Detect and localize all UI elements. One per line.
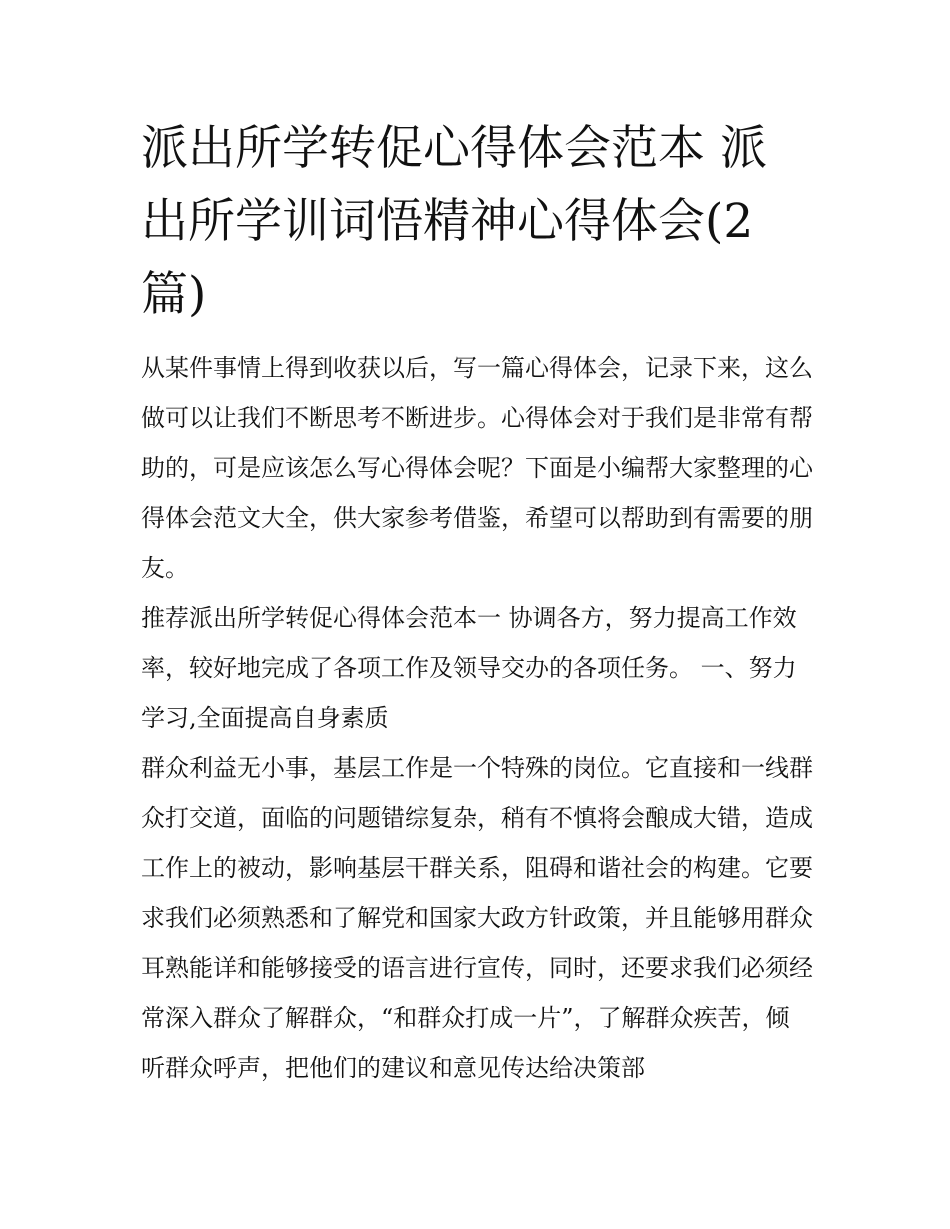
document-title: 派出所学转促心得体会范本 派出所学训词悟精神心得体会(2篇) <box>141 121 767 322</box>
paragraph-recommendation: 推荐派出所学转促心得体会范本一 协调各方，努力提高工作效率，较好地完成了各项工作及领导交办的各项任务。 一、努力学习,全面提高自身素质 <box>141 604 797 732</box>
document-page <box>141 112 813 1093</box>
paragraph-main: 群众利益无小事，基层工作是一个特殊的岗位。它直接和一线群众打交道，面临的问题错综复杂，稍有不慎将会酿成大错，造成工作上的被动，影响基层干群关系，阻碍和谐社会的构建。它要求我们必须熟悉和了解党和国家大政方针政策，并且能够用群众耳熟能详和能够接受的语言进行宣传，同时，还要求我们必须经常深入群众了解群众，“和群众打成一片”，了解群众疾苦，倾听群众呼声，把他们的建议和意见传达给决策部 <box>141 754 813 1082</box>
document-body <box>141 343 813 1093</box>
paragraph-intro: 从某件事情上得到收获以后，写一篇心得体会，记录下来，这么做可以让我们不断思考不断进步。心得体会对于我们是非常有帮助的，可是应该怎么写心得体会呢？下面是小编帮大家整理的心得体会范文大全，供大家参考借鉴，希望可以帮助到有需要的朋友。 <box>141 354 813 582</box>
